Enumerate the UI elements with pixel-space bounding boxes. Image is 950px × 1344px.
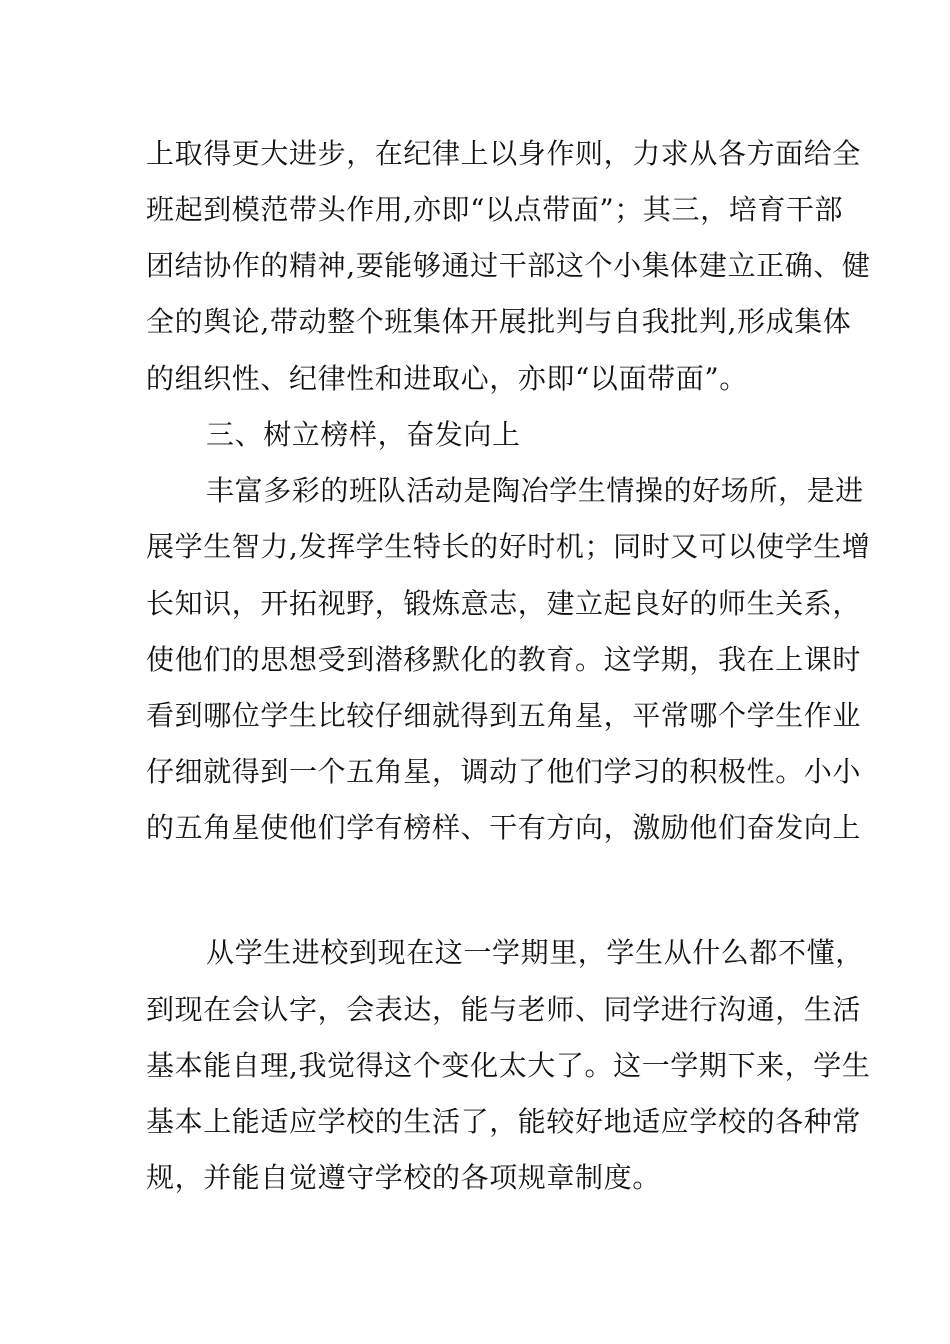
paragraph-line: 基本上能适应学校的生活了，能较好地适应学校的各种常 [146, 1105, 862, 1138]
paragraph-line: 规，并能自觉遵守学校的各项规章制度。 [146, 1161, 661, 1194]
paragraph-line: 上取得更大进步，在纪律上以身作则，力求从各方面给全 [146, 137, 862, 170]
paragraph-line: 班起到模范带头作用,亦即“以点带面”；其三，培育干部 [146, 193, 844, 226]
paragraph-line: 仔细就得到一个五角星，调动了他们学习的积极性。小小 [146, 755, 862, 788]
paragraph-line: 展学生智力,发挥学生特长的好时机；同时又可以使学生增 [146, 530, 871, 563]
paragraph-line: 的五角星使他们学有榜样、干有方向，激励他们奋发向上 [146, 811, 862, 844]
paragraph-line: 全的舆论,带动整个班集体开展批判与自我批判,形成集体 [146, 305, 852, 338]
section-heading: 三、树立榜样，奋发向上 [206, 418, 521, 451]
paragraph-line: 基本能自理,我觉得这个变化太大了。这一学期下来，学生 [146, 1049, 871, 1082]
paragraph-line: 从学生进校到现在这一学期里，学生从什么都不懂， [206, 936, 864, 969]
paragraph-line: 到现在会认字，会表达，能与老师、同学进行沟通，生活 [146, 993, 862, 1026]
paragraph-line: 丰富多彩的班队活动是陶冶学生情操的好场所，是进 [206, 474, 864, 507]
paragraph-line: 长知识，开拓视野，锻炼意志，建立起良好的师生关系， [146, 587, 862, 620]
paragraph-line: 团结协作的精神,要能够通过干部这个小集体建立正确、健 [146, 249, 871, 282]
paragraph-line: 的组织性、纪律性和进取心，亦即“以面带面”。 [146, 362, 748, 395]
paragraph-line: 使他们的思想受到潜移默化的教育。这学期，我在上课时 [146, 643, 862, 676]
paragraph-line: 看到哪位学生比较仔细就得到五角星，平常哪个学生作业 [146, 699, 862, 732]
